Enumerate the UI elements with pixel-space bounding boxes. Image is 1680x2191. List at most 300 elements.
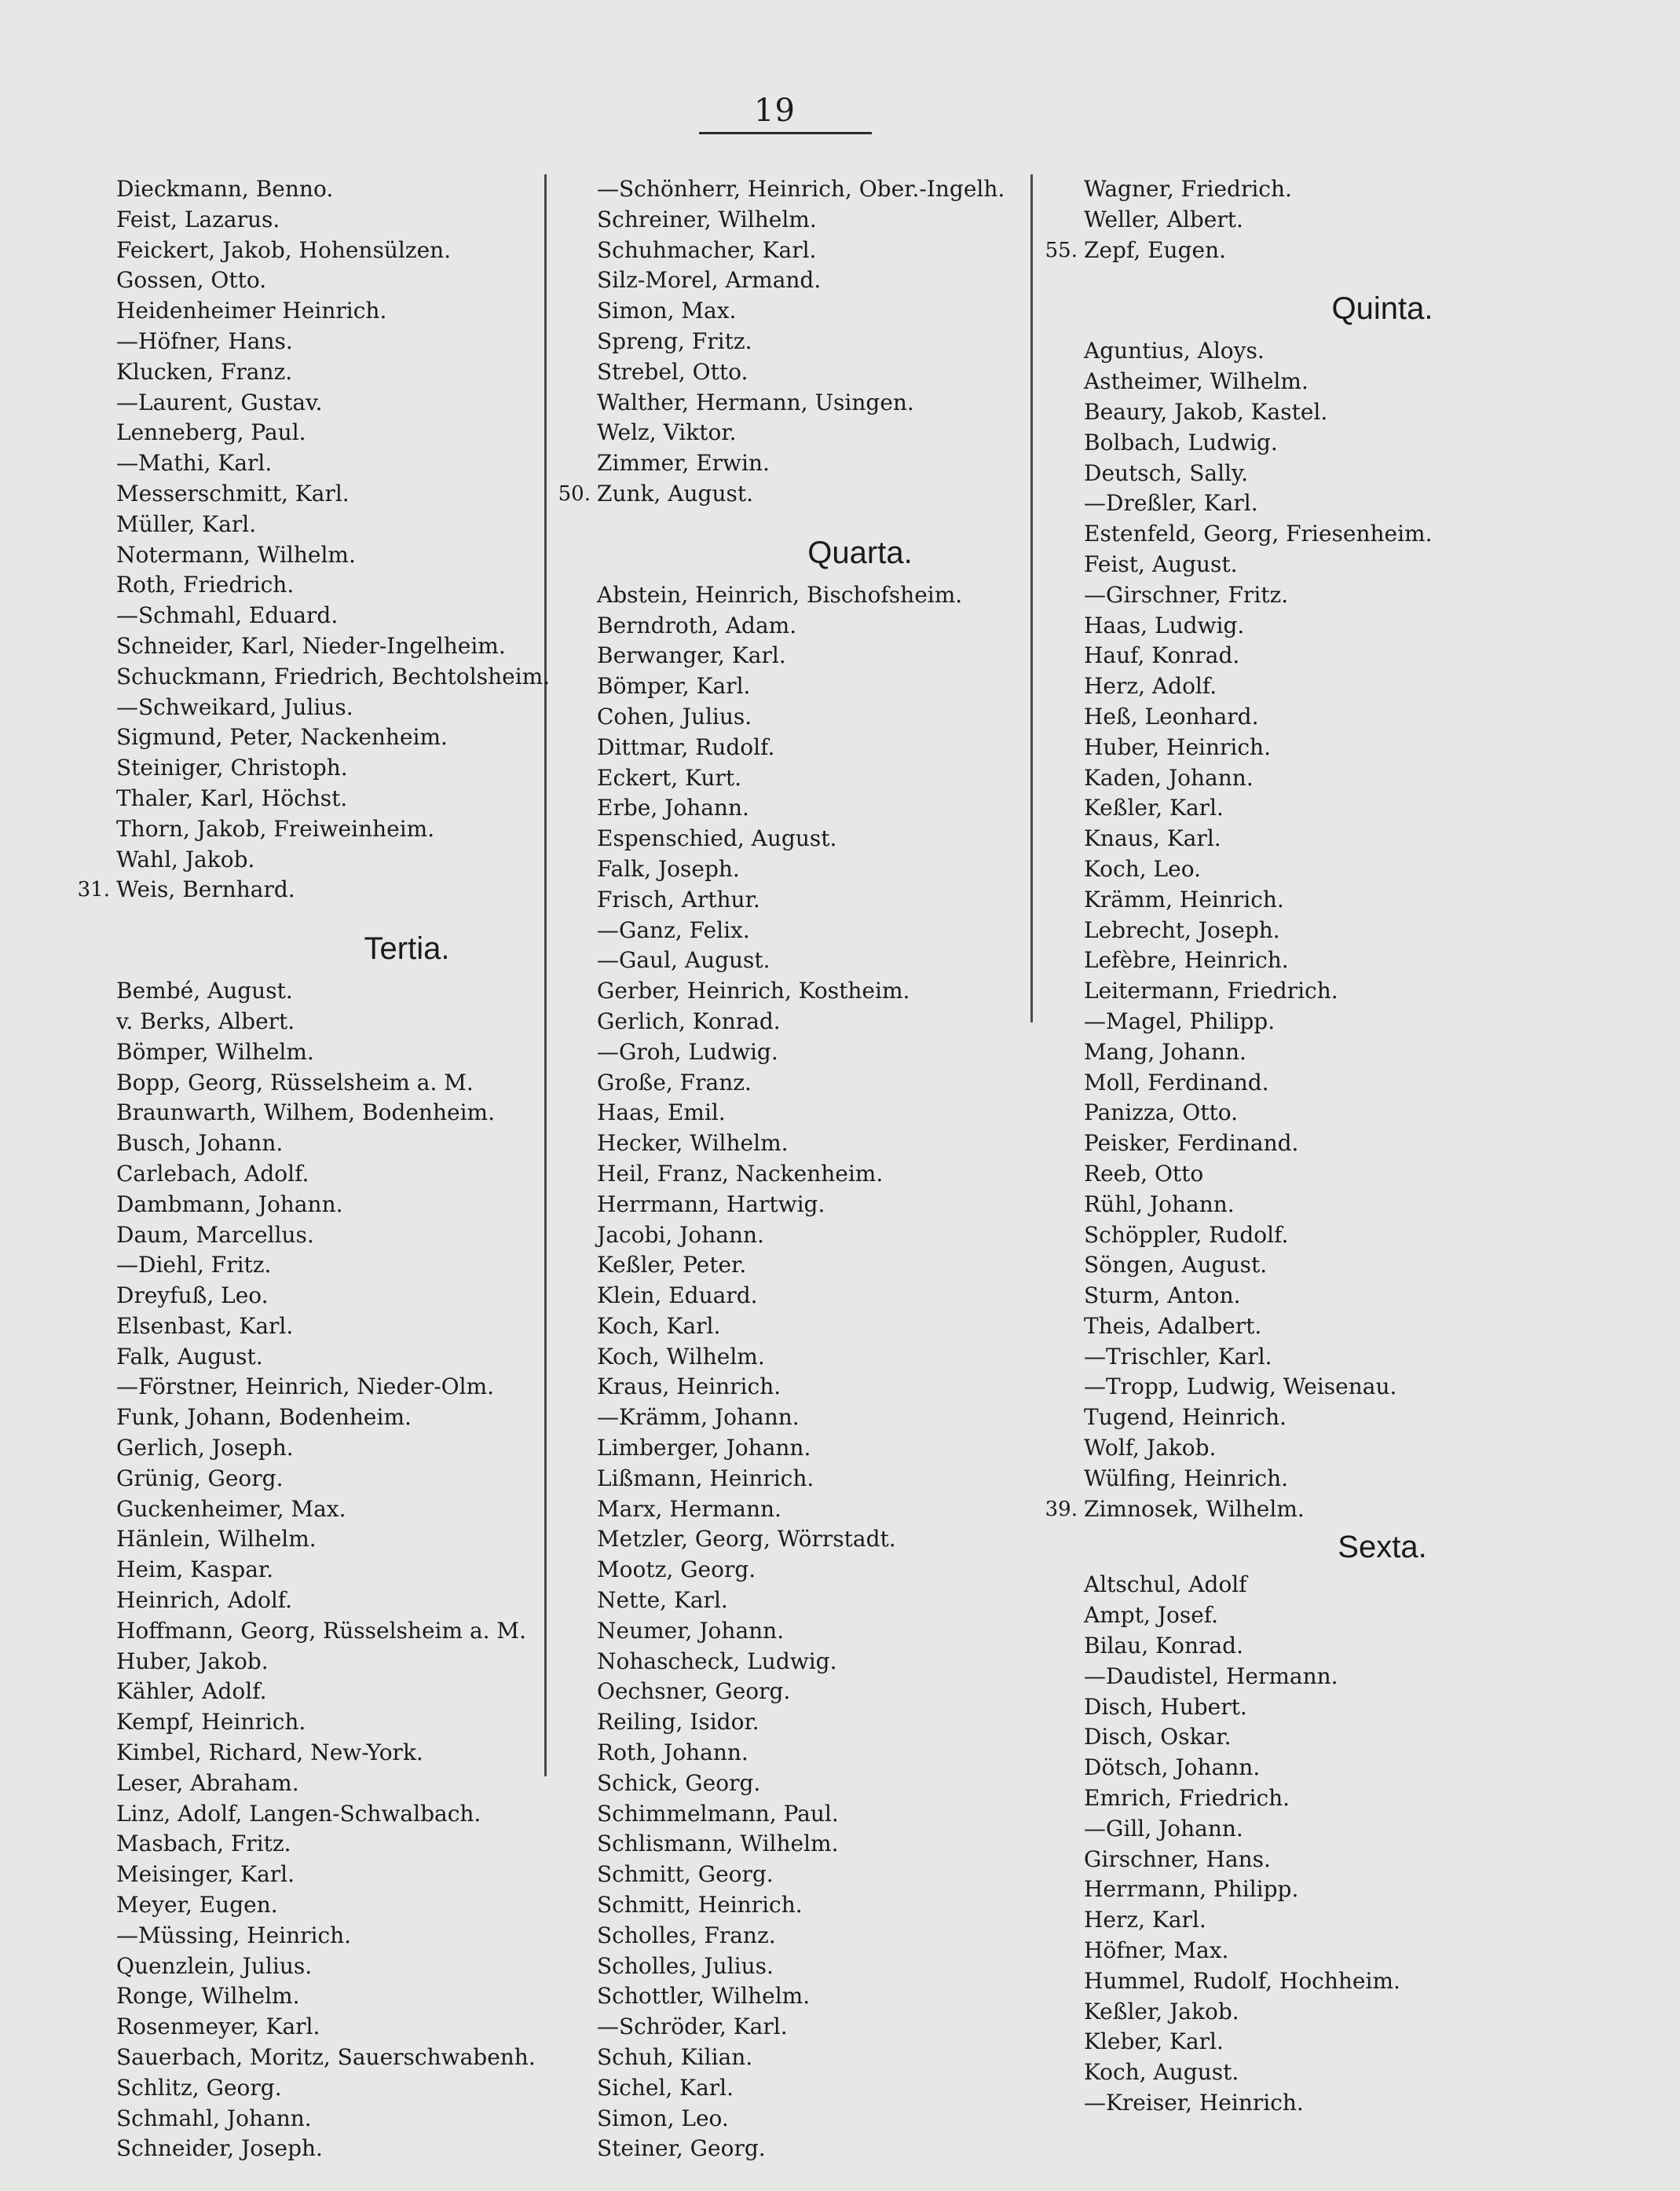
- student-name: Strebel, Otto.: [597, 358, 748, 385]
- student-name: Schmahl, Johann.: [116, 2105, 312, 2131]
- student-name: Erbe, Johann.: [597, 795, 749, 821]
- student-name: —Gaul, August.: [597, 947, 770, 974]
- student-name: Busch, Johann.: [116, 1130, 284, 1157]
- student-name: Ampt, Josef.: [1084, 1602, 1219, 1629]
- list-item: [597, 1128, 1029, 1159]
- list-item: [1084, 1662, 1524, 1692]
- student-name: Mootz, Georg.: [597, 1556, 756, 1583]
- list-item: [597, 976, 1029, 1007]
- list-item: [1084, 1997, 1524, 2028]
- list-item: [1084, 1068, 1524, 1099]
- student-name: Deutsch, Sally.: [1084, 459, 1248, 486]
- list-item: [597, 733, 1029, 763]
- student-name: Weis, Bernhard.: [116, 876, 295, 903]
- student-name: —Daudistel, Hermann.: [1084, 1662, 1338, 1689]
- student-name: Hummel, Rudolf, Hochheim.: [1084, 1967, 1400, 1994]
- list-item: [597, 1190, 1029, 1220]
- page-number: 19: [754, 93, 796, 129]
- student-name: Weller, Albert.: [1084, 206, 1243, 232]
- list-item: [1084, 916, 1524, 946]
- list-item: [116, 1707, 540, 1738]
- student-name: Gossen, Otto.: [116, 267, 267, 294]
- student-name: Astheimer, Wilhelm.: [1084, 368, 1308, 395]
- list-item: [116, 479, 540, 510]
- list-item: [1084, 1722, 1524, 1753]
- student-name: Feickert, Jakob, Hohensülzen.: [116, 236, 452, 263]
- list-item: [1084, 1600, 1524, 1631]
- list-item: [597, 236, 1029, 266]
- list-item: [116, 662, 551, 693]
- item-number: 50.: [558, 481, 591, 506]
- student-name: Hecker, Wilhelm.: [597, 1130, 789, 1157]
- list-item: [597, 265, 1029, 296]
- student-name: Rosenmeyer, Karl.: [116, 2014, 320, 2040]
- student-name: Heinrich, Adolf.: [116, 1587, 293, 1614]
- list-item: [597, 1616, 1029, 1647]
- list-item: [597, 1555, 1029, 1586]
- student-name: —Tropp, Ludwig, Weisenau.: [1084, 1373, 1397, 1400]
- student-name: Gerlich, Konrad.: [597, 1008, 781, 1034]
- list-item: [1084, 459, 1524, 489]
- student-name: Reeb, Otto: [1084, 1160, 1204, 1187]
- student-name: Estenfeld, Georg, Friesenheim.: [1084, 521, 1433, 547]
- student-name: Panizza, Otto.: [1084, 1099, 1238, 1126]
- student-name: —Mathi, Karl.: [116, 450, 273, 477]
- student-name: Thaler, Karl, Höchst.: [116, 785, 348, 811]
- list-item: [597, 641, 1029, 671]
- student-name: Silz-Morel, Armand.: [597, 267, 822, 294]
- student-name: Beaury, Jakob, Kastel.: [1084, 398, 1328, 425]
- student-name: —Kreiser, Heinrich.: [1084, 2090, 1304, 2116]
- list-item: [597, 1403, 1029, 1433]
- list-item: [1084, 976, 1524, 1007]
- list-item: [597, 1738, 1029, 1769]
- list-item: [597, 946, 1029, 976]
- class-heading: Tertia.: [364, 931, 450, 967]
- student-name: Bopp, Georg, Rüsselsheim a. M.: [116, 1069, 474, 1096]
- list-item: [116, 1128, 540, 1159]
- list-item: [1084, 1845, 1524, 1875]
- list-item: [116, 601, 540, 631]
- student-name: Braunwarth, Wilhem, Bodenheim.: [116, 1099, 495, 1126]
- student-name: Daum, Marcellus.: [116, 1221, 314, 1248]
- student-name: Meyer, Eugen.: [116, 1892, 278, 1918]
- student-name: Carlebach, Adolf.: [116, 1160, 309, 1187]
- student-name: Leitermann, Friedrich.: [1084, 978, 1338, 1004]
- list-item: [116, 1647, 540, 1677]
- student-name: —Schönherr, Heinrich, Ober.-Ingelh.: [597, 176, 1005, 202]
- list-item: [597, 1281, 1029, 1311]
- list-item: [1084, 885, 1524, 916]
- list-item: [597, 1524, 1029, 1555]
- student-name: Wagner, Friedrich.: [1084, 176, 1292, 202]
- student-name: Feist, August.: [1084, 550, 1238, 577]
- student-name: Steiner, Georg.: [597, 2135, 766, 2162]
- student-name: Quenzlein, Julius.: [116, 1952, 313, 1979]
- list-item: [1084, 1281, 1524, 1311]
- list-item: [1084, 1098, 1524, 1128]
- student-name: Gerlich, Joseph.: [116, 1435, 294, 1461]
- list-item: [1045, 1494, 1524, 1525]
- list-item: [1084, 671, 1524, 702]
- list-item: [1084, 611, 1524, 642]
- student-name: Oechsner, Georg.: [597, 1678, 791, 1705]
- student-name: Huber, Heinrich.: [1084, 733, 1271, 760]
- list-item: [1084, 1433, 1524, 1464]
- student-name: Dambmann, Johann.: [116, 1191, 343, 1217]
- student-name: Falk, Joseph.: [597, 855, 740, 882]
- student-name: Kleber, Karl.: [1084, 2028, 1224, 2055]
- student-name: Masbach, Fritz.: [116, 1831, 291, 1857]
- list-item: [1084, 397, 1524, 428]
- student-name: Feist, Lazarus.: [116, 206, 280, 232]
- student-name: Simon, Leo.: [597, 2105, 729, 2131]
- list-item: [1045, 236, 1524, 266]
- list-item: [597, 824, 1029, 854]
- student-name: Schöppler, Rudolf.: [1084, 1221, 1289, 1248]
- list-item: [1084, 336, 1524, 367]
- student-name: Girschner, Hans.: [1084, 1845, 1271, 1872]
- student-name: Tugend, Heinrich.: [1084, 1404, 1287, 1431]
- list-item: [116, 1616, 540, 1647]
- list-item: [597, 1981, 1029, 2012]
- student-name: Herz, Karl.: [1084, 1907, 1206, 1933]
- student-name: Schimmelmann, Paul.: [597, 1800, 839, 1827]
- list-item: [116, 1342, 540, 1373]
- student-name: —Krämm, Johann.: [597, 1404, 800, 1431]
- list-item: [116, 1403, 540, 1433]
- student-name: —Ganz, Felix.: [597, 916, 750, 943]
- list-item: [116, 296, 540, 327]
- list-item: [597, 580, 1029, 611]
- student-name: Eckert, Kurt.: [597, 764, 741, 791]
- list-item: [597, 1921, 1029, 1951]
- student-name: Heidenheimer Heinrich.: [116, 298, 387, 324]
- column-divider: [544, 174, 547, 1776]
- student-name: Herrmann, Hartwig.: [597, 1191, 825, 1217]
- list-item: [597, 1799, 1029, 1830]
- list-item: [116, 1586, 540, 1616]
- list-item: [597, 916, 1029, 946]
- list-item: [597, 327, 1029, 357]
- list-item: [116, 722, 540, 753]
- list-item: [1084, 2088, 1524, 2119]
- list-item: [1084, 550, 1524, 580]
- student-name: Sichel, Karl.: [597, 2074, 734, 2101]
- student-name: Sauerbach, Moritz, Sauerschwabenh.: [116, 2044, 536, 2071]
- student-name: Lenneberg, Paul.: [116, 419, 306, 446]
- student-name: Schuckmann, Friedrich, Bechtolsheim.: [116, 663, 551, 689]
- list-item: [597, 885, 1029, 916]
- student-name: Wahl, Jakob.: [116, 846, 255, 872]
- list-item: [116, 784, 540, 814]
- student-name: Rühl, Johann.: [1084, 1191, 1235, 1217]
- list-item: [1084, 946, 1524, 976]
- student-name: —Trischler, Karl.: [1084, 1343, 1272, 1370]
- list-item: [1084, 1159, 1524, 1190]
- student-name: Kempf, Heinrich.: [116, 1709, 306, 1736]
- item-number: 55.: [1045, 238, 1078, 262]
- student-name: Falk, August.: [116, 1343, 263, 1370]
- list-item: [116, 205, 540, 236]
- student-name: Altschul, Adolf: [1084, 1571, 1247, 1598]
- student-name: Roth, Friedrich.: [116, 572, 295, 598]
- student-name: Spreng, Fritz.: [597, 327, 752, 354]
- list-item: [1084, 1220, 1524, 1251]
- list-item: [597, 1311, 1029, 1342]
- student-name: Guckenheimer, Max.: [116, 1495, 346, 1522]
- list-item: [116, 1951, 540, 1982]
- student-name: Wülfing, Heinrich.: [1084, 1465, 1288, 1491]
- student-name: Zepf, Eugen.: [1084, 236, 1227, 263]
- list-item: [597, 1951, 1029, 1982]
- student-name: Herrmann, Philipp.: [1084, 1876, 1299, 1903]
- student-name: Funk, Johann, Bodenheim.: [116, 1404, 412, 1431]
- student-name: Höfner, Max.: [1084, 1937, 1229, 1964]
- student-name: Kimbel, Richard, New-York.: [116, 1739, 423, 1766]
- list-item: [116, 1524, 540, 1555]
- student-name: Marx, Hermann.: [597, 1495, 781, 1522]
- list-item: [116, 1799, 540, 1830]
- list-item: [1084, 702, 1524, 733]
- student-name: Krämm, Heinrich.: [1084, 886, 1284, 913]
- student-name: Ronge, Wilhelm.: [116, 1983, 300, 2010]
- list-item: [116, 693, 540, 723]
- student-name: Roth, Johann.: [597, 1739, 748, 1766]
- list-item: [597, 1860, 1029, 1890]
- list-item: [116, 1190, 540, 1220]
- student-name: Schreiner, Wilhelm.: [597, 206, 817, 232]
- list-item: [116, 1769, 540, 1799]
- list-item: [1084, 2027, 1524, 2057]
- list-item: [116, 327, 540, 357]
- list-item: [1084, 1190, 1524, 1220]
- student-name: Bömper, Karl.: [597, 673, 751, 700]
- student-name: Knaus, Karl.: [1084, 825, 1221, 852]
- student-name: Wolf, Jakob.: [1084, 1435, 1217, 1461]
- student-name: Bilau, Konrad.: [1084, 1633, 1243, 1659]
- list-item: [1084, 1966, 1524, 1997]
- student-name: —Schröder, Karl.: [597, 2014, 788, 2040]
- student-name: —Groh, Ludwig.: [597, 1038, 778, 1065]
- list-item: [1084, 580, 1524, 611]
- list-item: [597, 1707, 1029, 1738]
- student-name: Lißmann, Heinrich.: [597, 1465, 814, 1491]
- list-item: [597, 1007, 1029, 1037]
- student-name: Dittmar, Rudolf.: [597, 733, 775, 760]
- list-item: [1084, 367, 1524, 397]
- list-item: [1084, 1311, 1524, 1342]
- list-item: [116, 2104, 540, 2134]
- student-name: Notermann, Wilhelm.: [116, 541, 356, 568]
- student-name: Welz, Viktor.: [597, 419, 737, 446]
- list-item: [116, 1981, 540, 2012]
- student-name: Lefèbre, Heinrich.: [1084, 947, 1289, 974]
- student-name: Schlitz, Georg.: [116, 2074, 282, 2101]
- list-item: [597, 1829, 1029, 1860]
- column-divider: [1030, 174, 1033, 1022]
- student-name: Dreyfuß, Leo.: [116, 1282, 269, 1309]
- class-heading: Sexta.: [1338, 1530, 1427, 1565]
- student-name: Theis, Adalbert.: [1084, 1312, 1262, 1339]
- student-name: Gerber, Heinrich, Kostheim.: [597, 978, 910, 1004]
- student-name: Haas, Ludwig.: [1084, 612, 1245, 638]
- student-name: Scholles, Julius.: [597, 1952, 774, 1979]
- list-item: [597, 793, 1029, 824]
- student-name: Koch, Karl.: [597, 1312, 721, 1339]
- list-item: [1084, 1814, 1524, 1845]
- list-item: [1084, 2057, 1524, 2088]
- student-name: —Förstner, Heinrich, Nieder-Olm.: [116, 1373, 495, 1400]
- list-item: [116, 1677, 540, 1707]
- list-item: [116, 1494, 540, 1525]
- student-name: Elsenbast, Karl.: [116, 1312, 294, 1339]
- student-name: Müller, Karl.: [116, 510, 257, 537]
- student-name: Kraus, Heinrich.: [597, 1373, 781, 1400]
- student-name: Neumer, Johann.: [597, 1617, 785, 1644]
- item-number: 31.: [77, 878, 110, 902]
- student-name: Jacobi, Johann.: [597, 1221, 764, 1248]
- student-name: Berwanger, Karl.: [597, 642, 786, 669]
- student-name: Schottler, Wilhelm.: [597, 1983, 811, 2010]
- student-name: Haas, Emil.: [597, 1099, 726, 1126]
- list-item: [1084, 641, 1524, 671]
- list-item: [116, 845, 540, 876]
- list-item: [597, 418, 1029, 448]
- list-item: [116, 540, 540, 571]
- student-name: Disch, Oskar.: [1084, 1724, 1232, 1750]
- student-name: Zunk, August.: [597, 480, 754, 507]
- list-item: [1084, 1875, 1524, 1905]
- student-name: Zimnosek, Wilhelm.: [1084, 1495, 1305, 1522]
- list-item: [116, 2073, 540, 2104]
- student-name: Kähler, Adolf.: [116, 1678, 267, 1705]
- student-name: Limberger, Johann.: [597, 1435, 811, 1461]
- student-name: Heß, Leonhard.: [1084, 703, 1259, 730]
- list-item: [1084, 1905, 1524, 1936]
- list-item: [597, 1494, 1029, 1525]
- header-rule: [699, 132, 872, 134]
- list-item: [597, 854, 1029, 885]
- list-item: [116, 1890, 540, 1921]
- list-item: [597, 2134, 1029, 2164]
- list-item: [116, 2043, 540, 2073]
- student-name: Klucken, Franz.: [116, 358, 293, 385]
- list-item: [116, 357, 540, 388]
- list-item: [1084, 428, 1524, 459]
- student-name: Schuhmacher, Karl.: [597, 236, 817, 263]
- student-name: Disch, Hubert.: [1084, 1693, 1247, 1720]
- student-name: Nette, Karl.: [597, 1587, 728, 1614]
- student-name: Hoffmann, Georg, Rüsselsheim a. M.: [116, 1617, 527, 1644]
- student-name: Linz, Adolf, Langen-Schwalbach.: [116, 1800, 481, 1827]
- list-item: [116, 1281, 540, 1311]
- class-heading: Quinta.: [1331, 291, 1433, 327]
- student-name: Leser, Abraham.: [116, 1769, 299, 1796]
- student-name: —Müssing, Heinrich.: [116, 1922, 352, 1948]
- list-item: [597, 671, 1029, 702]
- student-name: Simon, Max.: [597, 298, 737, 324]
- list-item: [597, 2104, 1029, 2134]
- student-name: Große, Franz.: [597, 1069, 752, 1096]
- student-name: Messerschmitt, Karl.: [116, 480, 350, 507]
- list-item: [116, 1250, 540, 1281]
- list-item: [597, 1464, 1029, 1494]
- list-item: [116, 1738, 540, 1769]
- list-item: [558, 479, 1029, 510]
- list-item: [597, 1769, 1029, 1799]
- student-name: Zimmer, Erwin.: [597, 450, 770, 477]
- student-name: Walther, Hermann, Usingen.: [597, 389, 914, 415]
- list-item: [116, 1555, 540, 1586]
- list-item: [1084, 1464, 1524, 1494]
- list-item: [116, 631, 540, 662]
- list-item: [116, 265, 540, 296]
- list-item: [116, 510, 540, 540]
- list-item: [597, 1068, 1029, 1099]
- list-item: [1084, 1372, 1524, 1403]
- list-item: [116, 1098, 540, 1128]
- student-name: Bolbach, Ludwig.: [1084, 429, 1278, 455]
- student-name: Koch, Leo.: [1084, 855, 1201, 882]
- list-item: [1084, 854, 1524, 885]
- list-item: [597, 1677, 1029, 1707]
- student-name: —Laurent, Gustav.: [116, 389, 323, 415]
- student-name: Lebrecht, Joseph.: [1084, 916, 1280, 943]
- list-item: [597, 205, 1029, 236]
- student-name: Keßler, Peter.: [597, 1252, 747, 1278]
- student-name: Meisinger, Karl.: [116, 1861, 295, 1888]
- list-item: [597, 388, 1029, 419]
- list-item: [597, 611, 1029, 642]
- list-item: [116, 448, 540, 479]
- list-item: [116, 388, 540, 419]
- list-item: [116, 2134, 540, 2164]
- student-name: Söngen, August.: [1084, 1252, 1268, 1278]
- student-name: Heim, Kaspar.: [116, 1556, 274, 1583]
- list-item: [597, 1890, 1029, 1921]
- list-item: [597, 1342, 1029, 1373]
- list-item: [597, 2012, 1029, 2043]
- list-item: [1084, 1570, 1524, 1600]
- student-name: Kaden, Johann.: [1084, 764, 1254, 791]
- list-item: [1084, 1403, 1524, 1433]
- list-item: [1084, 205, 1524, 236]
- student-name: Koch, August.: [1084, 2059, 1239, 2086]
- student-name: v. Berks, Albert.: [116, 1008, 295, 1034]
- list-item: [597, 1250, 1029, 1281]
- student-name: —Magel, Philipp.: [1084, 1008, 1276, 1034]
- list-item: [116, 1860, 540, 1890]
- student-name: Hänlein, Wilhelm.: [116, 1526, 317, 1553]
- student-name: —Dreßler, Karl.: [1084, 490, 1258, 517]
- student-name: Hauf, Konrad.: [1084, 642, 1240, 669]
- student-name: Schuh, Kilian.: [597, 2044, 753, 2071]
- list-item: [116, 174, 540, 205]
- student-name: —Gill, Johann.: [1084, 1815, 1243, 1842]
- list-item: [116, 1007, 540, 1037]
- list-item: [1084, 1753, 1524, 1783]
- student-name: Schneider, Joseph.: [116, 2135, 323, 2162]
- student-name: Schneider, Karl, Nieder-Ingelheim.: [116, 632, 506, 659]
- list-item: [116, 1159, 540, 1190]
- student-name: Herz, Adolf.: [1084, 673, 1217, 700]
- list-item: [116, 1921, 540, 1951]
- list-item: [597, 448, 1029, 479]
- student-name: Schick, Georg.: [597, 1769, 761, 1796]
- student-name: Thorn, Jakob, Freiweinheim.: [116, 815, 435, 842]
- student-name: Scholles, Franz.: [597, 1922, 776, 1948]
